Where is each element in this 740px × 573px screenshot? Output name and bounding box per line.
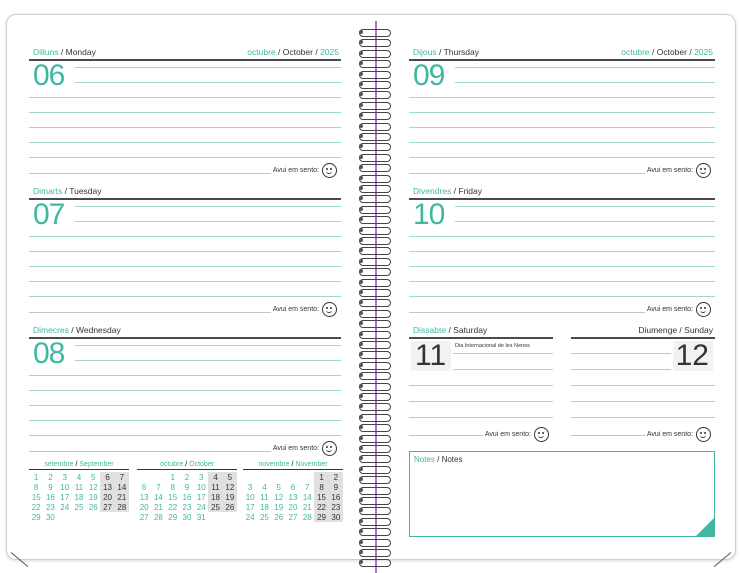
spiral-ring <box>359 299 393 307</box>
day-tuesday <box>29 184 341 319</box>
smiley-icon[interactable] <box>696 163 711 178</box>
spiral-ring <box>359 393 393 401</box>
day-number: 11 <box>415 339 447 372</box>
spiral-ring <box>359 268 393 276</box>
spiral-ring <box>359 81 393 89</box>
notes-box[interactable] <box>409 451 715 537</box>
left-page <box>7 15 365 559</box>
day-sunday <box>571 323 715 443</box>
smiley-icon[interactable] <box>534 427 549 442</box>
spiral-ring <box>359 123 393 131</box>
spiral-ring <box>359 50 393 58</box>
planner-spread <box>6 14 736 560</box>
spiral-ring <box>359 185 393 193</box>
mood-tracker: Avui em sento: <box>485 427 549 442</box>
spiral-ring <box>359 424 393 432</box>
spiral-ring <box>359 154 393 162</box>
day-monday <box>29 45 341 180</box>
day-number: 07 <box>33 198 65 231</box>
month-header: octubre / October / 2025 <box>247 47 339 57</box>
page-corner <box>714 552 731 567</box>
page-fold-icon <box>695 517 715 537</box>
spiral-ring <box>359 362 393 370</box>
spiral-ring <box>359 372 393 380</box>
spiral-ring <box>359 143 393 151</box>
spiral-ring <box>359 60 393 68</box>
spiral-ring <box>359 310 393 318</box>
spiral-ring <box>359 331 393 339</box>
spiral-ring <box>359 133 393 141</box>
spiral-ring <box>359 247 393 255</box>
day-number: 10 <box>413 198 445 231</box>
day-number: 09 <box>413 59 445 92</box>
mood-tracker: Avui em sento: <box>647 302 711 317</box>
spiral-ring <box>359 237 393 245</box>
spiral-ring <box>359 289 393 297</box>
spiral-ring <box>359 91 393 99</box>
spiral-ring <box>359 445 393 453</box>
spiral-ring <box>359 549 393 557</box>
spiral-ring <box>359 112 393 120</box>
mini-calendar-october <box>137 461 237 522</box>
spiral-ring <box>359 528 393 536</box>
day-number: 08 <box>33 337 65 370</box>
spiral-ring <box>359 476 393 484</box>
holiday-label: Dia Internacional de les Nenes <box>455 343 530 349</box>
day-name: Diumenge / Sunday <box>638 325 713 335</box>
day-header <box>409 45 715 61</box>
spiral-ring <box>359 518 393 526</box>
spiral-ring <box>359 487 393 495</box>
day-header <box>409 323 553 339</box>
day-header <box>29 45 341 61</box>
calendar-title: octubre / October <box>137 461 237 470</box>
mood-tracker: Avui em sento: <box>273 441 337 456</box>
day-saturday <box>409 323 553 443</box>
day-name: Dilluns / Monday <box>33 47 96 57</box>
calendar-title: novembre / November <box>243 461 343 470</box>
day-number: 06 <box>33 59 65 92</box>
spiral-ring <box>359 29 393 37</box>
mood-tracker: Avui em sento: <box>273 302 337 317</box>
spiral-ring <box>359 39 393 47</box>
spiral-ring <box>359 466 393 474</box>
spiral-ring <box>359 414 393 422</box>
spiral-ring <box>359 351 393 359</box>
day-header <box>29 323 341 339</box>
spiral-ring <box>359 71 393 79</box>
spiral-ring <box>359 164 393 172</box>
spiral-ring <box>359 341 393 349</box>
smiley-icon[interactable] <box>322 302 337 317</box>
spiral-ring <box>359 497 393 505</box>
calendar-grid: 1 2 3 4 5 6 7 8 9 10 11 12 13 14 15 16 17 18 19 20 21 22 23 24 25 26 27 28 29 30 <box>29 472 129 522</box>
day-number: 12 <box>675 339 709 372</box>
day-header <box>29 184 341 200</box>
day-header <box>409 184 715 200</box>
spiral-ring <box>359 175 393 183</box>
day-header <box>571 323 715 339</box>
smiley-icon[interactable] <box>322 163 337 178</box>
day-wednesday <box>29 323 341 458</box>
mood-tracker: Avui em sento: <box>647 163 711 178</box>
mood-tracker: Avui em sento: <box>647 427 711 442</box>
day-name: Dissabte / Saturday <box>413 325 488 335</box>
calendar-grid: 1 2 3 4 5 6 7 8 9 10 11 12 13 14 15 16 17 18 19 20 21 22 23 24 25 26 27 28 29 30 31 <box>137 472 237 522</box>
smiley-icon[interactable] <box>696 427 711 442</box>
mini-calendar-september <box>29 461 129 522</box>
day-name: Divendres / Friday <box>413 186 482 196</box>
right-page <box>385 15 735 559</box>
spiral-ring <box>359 435 393 443</box>
day-name: Dijous / Thursday <box>413 47 479 57</box>
spiral-ring <box>359 216 393 224</box>
spiral-ring <box>359 539 393 547</box>
month-header: octubre / October / 2025 <box>621 47 713 57</box>
day-friday <box>409 184 715 319</box>
notes-title: Notes / Notes <box>414 455 463 464</box>
spiral-ring <box>359 403 393 411</box>
spiral-ring <box>359 258 393 266</box>
smiley-icon[interactable] <box>696 302 711 317</box>
calendar-title: setembre / September <box>29 461 129 470</box>
day-name: Dimarts / Tuesday <box>33 186 102 196</box>
spiral-ring <box>359 320 393 328</box>
spiral-ring <box>359 206 393 214</box>
spiral-ring <box>359 507 393 515</box>
spiral-ring <box>359 102 393 110</box>
day-name: Dimecres / Wednesday <box>33 325 121 335</box>
spiral-ring <box>359 559 393 567</box>
spiral-ring <box>359 195 393 203</box>
spiral-ring <box>359 227 393 235</box>
mini-calendar-november <box>243 461 343 522</box>
spiral-ring <box>359 383 393 391</box>
spiral-ring <box>359 455 393 463</box>
calendar-grid: 1 2 3 4 5 6 7 8 9 10 11 12 13 14 15 16 17 18 19 20 21 22 23 24 25 26 27 28 29 30 <box>243 472 343 522</box>
spiral-ring <box>359 279 393 287</box>
day-thursday <box>409 45 715 180</box>
mood-tracker: Avui em sento: <box>273 163 337 178</box>
smiley-icon[interactable] <box>322 441 337 456</box>
page-corner <box>11 552 28 567</box>
spiral-binding <box>353 21 399 573</box>
